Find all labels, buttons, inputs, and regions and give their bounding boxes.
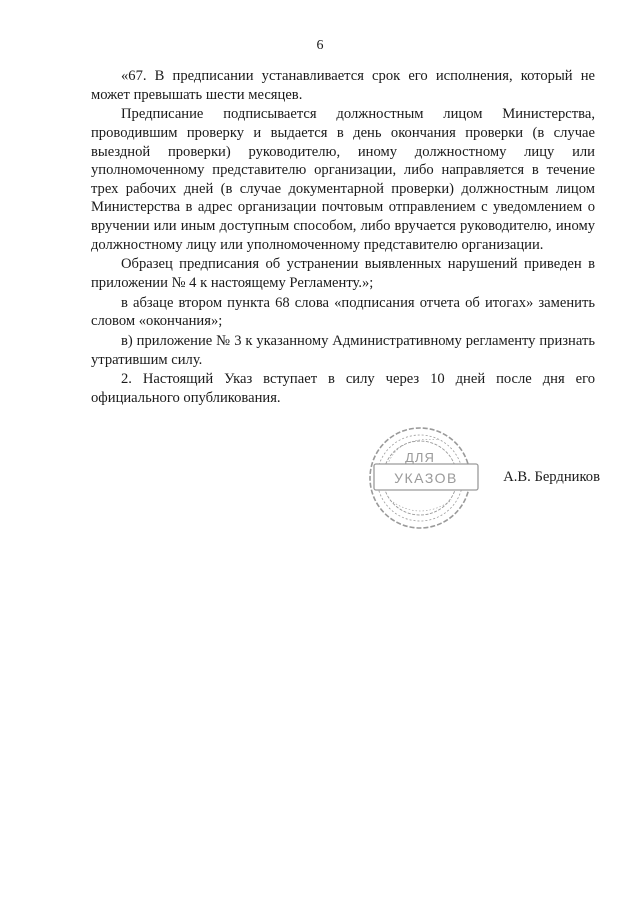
document-body [91, 67, 595, 409]
stamp-text-line1: ДЛЯ [405, 450, 435, 465]
paragraph-item-68: в абзаце втором пункта 68 слова «подписания отчета об итогах» заменить словом «окончания»; [91, 294, 595, 330]
stamp-text-line2: УКАЗОВ [394, 470, 458, 486]
page-number: 6 [316, 38, 324, 53]
paragraph-sample: Образец предписания об устранении выявленных нарушений приведен в приложении № 4 к настоящему Регламенту.»; [91, 256, 595, 291]
signatory-name: А.В. Бердников [503, 469, 600, 485]
signature-block [360, 418, 600, 538]
paragraph-annex-3: в) приложение № 3 к указанному Административному регламенту признать утратившим силу. [91, 333, 595, 368]
official-stamp [360, 418, 488, 538]
paragraph-entry-into-force: 2. Настоящий Указ вступает в силу через 10 дней после дня его официального опубликования. [91, 371, 595, 407]
paragraph-signing: Предписание подписывается должностным лицом Министерства, проводившим проверку и выдается в день окончания проверки (в случае выездной проверки) руководителю, иному должностному лицу или уполномоченному представителю организации, либо направляется в течение трех рабочих дней (в случае документарной проверки) должностным лицом Министерства в адрес организации почтовым отправлением с уведомлением о вручении или иным доступным способом, либо вручается руководителю, иному должностному лицу или уполномоченному представителю организации. [91, 106, 595, 253]
paragraph-67-term: «67. В предписании устанавливается срок его исполнения, который не может превышать шести месяцев. [91, 68, 595, 103]
